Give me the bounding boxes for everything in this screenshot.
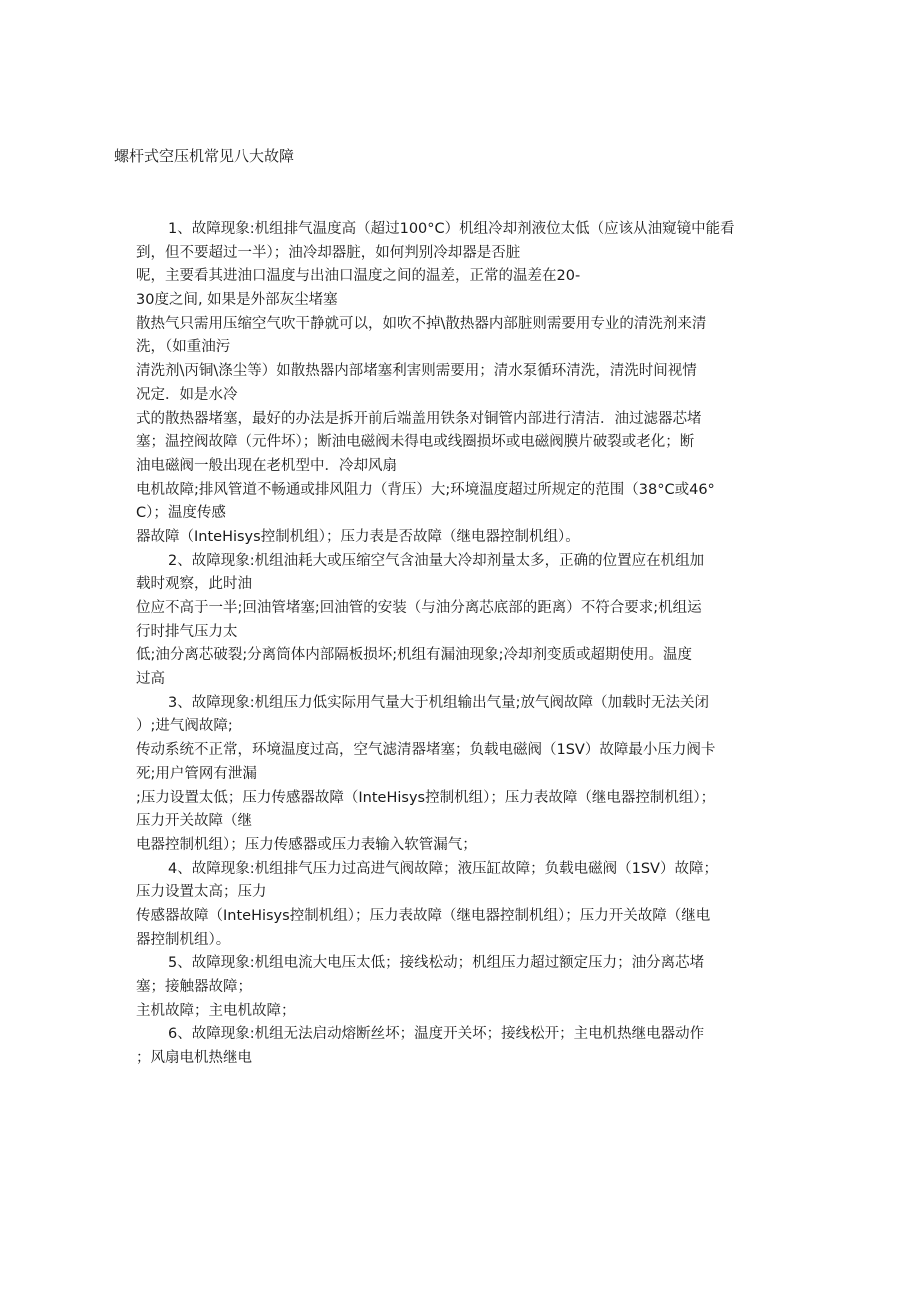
paragraph-line: ）;进气阀故障; bbox=[136, 718, 233, 735]
paragraph-line: 5、故障现象:机组电流大电压太低；接线松动；机组压力超过额定压力；油分离芯堵 bbox=[168, 955, 705, 972]
paragraph-line: 油电磁阀一般出现在老机型中．冷却风扇 bbox=[136, 457, 397, 474]
paragraph-line: 位应不高于一半;回油管堵塞;回油管的安装（与油分离芯底部的距离）不符合要求;机组运 bbox=[136, 600, 702, 616]
paragraph-line: 行时排气压力太 bbox=[136, 623, 238, 640]
paragraph-line: ；风扇电机热继电 bbox=[136, 1050, 252, 1067]
paragraph-line: 低;油分离芯破裂;分离筒体内部隔板损坏;机组有漏油现象;冷却剂变质或超期使用。温度 bbox=[136, 647, 693, 664]
paragraph-line: 载时观察，此时油 bbox=[136, 576, 252, 593]
paragraph-line: 呢，主要看其进油口温度与出油口温度之间的温差，正常的温差在20- bbox=[136, 268, 581, 285]
document-body bbox=[136, 218, 786, 1071]
paragraph-line: 电机故障;排风管道不畅通或排风阻力（背压）大;环境温度超过所规定的范围（38°C或46° bbox=[136, 481, 715, 498]
paragraph-line: 主机故障；主电机故障； bbox=[136, 1002, 296, 1019]
paragraph-line: 2、故障现象:机组油耗大或压缩空气含油量大冷却剂量太多，正确的位置应在机组加 bbox=[168, 552, 705, 569]
paragraph-line: 压力设置太高；压力 bbox=[136, 884, 267, 901]
paragraph-line: 1、故障现象:机组排气温度高（超过100°C）机组冷却剂液位太低（应该从油窥镜中能看 bbox=[168, 221, 735, 237]
paragraph-line: ;压力设置太低；压力传感器故障（InteHisys控制机组）；压力表故障（继电器控制机组）； bbox=[136, 789, 716, 806]
paragraph-line: 传感器故障（InteHisys控制机组）；压力表故障（继电器控制机组）；压力开关故障（继电 bbox=[136, 907, 711, 924]
paragraph-line: C）；温度传感 bbox=[136, 505, 226, 522]
paragraph-line: 散热气只需用压缩空气吹干静就可以，如吹不掉\散热器内部脏则需要用专业的清洗剂来清 bbox=[136, 315, 707, 332]
paragraph-line: 6、故障现象:机组无法启动熔断丝坏；温度开关坏；接线松开；主电机热继电器动作 bbox=[168, 1026, 705, 1043]
paragraph-line: 压力开关故障（继 bbox=[136, 813, 252, 830]
paragraph-line: 过高 bbox=[136, 671, 165, 688]
paragraph-line: 清洗剂\丙铜\涤尘等）如散热器内部堵塞利害则需要用；清水泵循环清洗，清洗时间视情 bbox=[136, 363, 697, 380]
document-title: 螺杆式空压机常见八大故障 bbox=[114, 147, 295, 165]
paragraph-line: 塞；温控阀故障（元件坏）；断油电磁阀未得电或线圈损坏或电磁阀膜片破裂或老化；断 bbox=[136, 434, 695, 451]
paragraph-line: 洗，（如重油污 bbox=[136, 339, 231, 356]
paragraph-line: 器控制机组）。 bbox=[136, 931, 231, 948]
paragraph-line: 到，但不要超过一半）；油冷却器脏，如何判别冷却器是否脏 bbox=[136, 244, 521, 261]
paragraph-line: 式的散热器堵塞，最好的办法是拆开前后端盖用铁条对铜管内部进行清洁．油过滤器芯堵 bbox=[136, 410, 702, 427]
paragraph-line: 况定．如是水冷 bbox=[136, 386, 238, 403]
paragraph-line: 30度之间, 如果是外部灰尘堵塞 bbox=[136, 292, 338, 309]
paragraph-line: 死;用户管网有泄漏 bbox=[136, 765, 257, 782]
paragraph-line: 电器控制机组）；压力传感器或压力表输入软管漏气； bbox=[136, 836, 477, 853]
paragraph-line: 3、故障现象:机组压力低实际用气量大于机组输出气量;放气阀故障（加载时无法关闭 bbox=[168, 694, 709, 711]
paragraph-line: 4、故障现象:机组排气压力过高进气阀故障；液压缸故障；负载电磁阀（1SV）故障； bbox=[168, 860, 718, 877]
paragraph-line: 传动系统不正常，环境温度过高，空气滤清器堵塞；负载电磁阀（1SV）故障最小压力阀卡 bbox=[136, 742, 716, 759]
paragraph-line: 器故障（InteHisys控制机组）；压力表是否故障（继电器控制机组）。 bbox=[136, 528, 580, 545]
paragraph-line: 塞；接触器故障； bbox=[136, 979, 252, 995]
